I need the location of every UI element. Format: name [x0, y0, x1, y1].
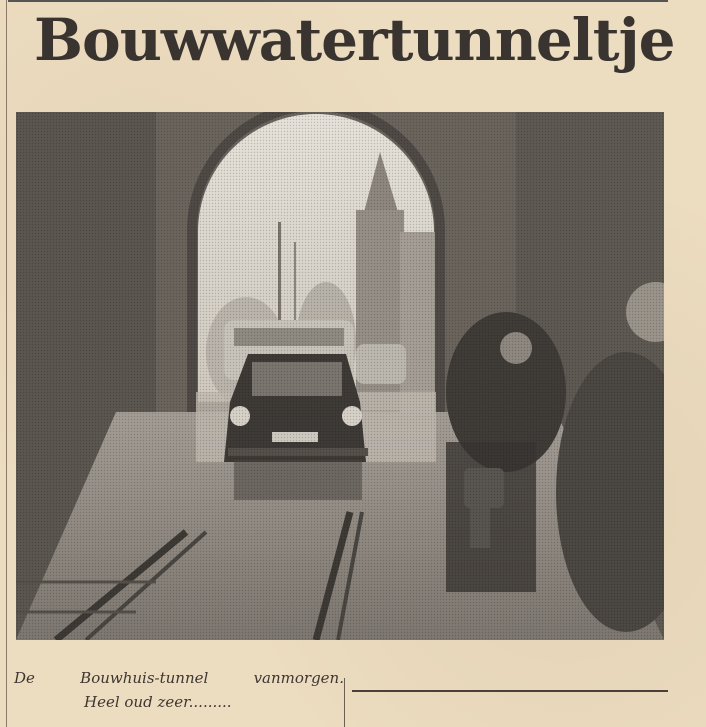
caption-word-1: De: [14, 669, 35, 687]
headline: Bouwwatertunneltje: [34, 6, 675, 74]
photo-illustration: [16, 112, 664, 640]
photo-caption: [14, 666, 344, 714]
section-rule: [352, 690, 668, 692]
column-divider: [344, 678, 345, 727]
caption-word-3: vanmorgen.: [253, 669, 344, 687]
left-column-rule: [6, 0, 7, 727]
top-rule: [8, 0, 668, 2]
caption-line-1: [14, 666, 344, 690]
caption-line-2: Heel oud zeer.........: [84, 693, 232, 711]
news-photo: [16, 112, 664, 640]
caption-word-2: Bouwhuis-tunnel: [80, 669, 209, 687]
